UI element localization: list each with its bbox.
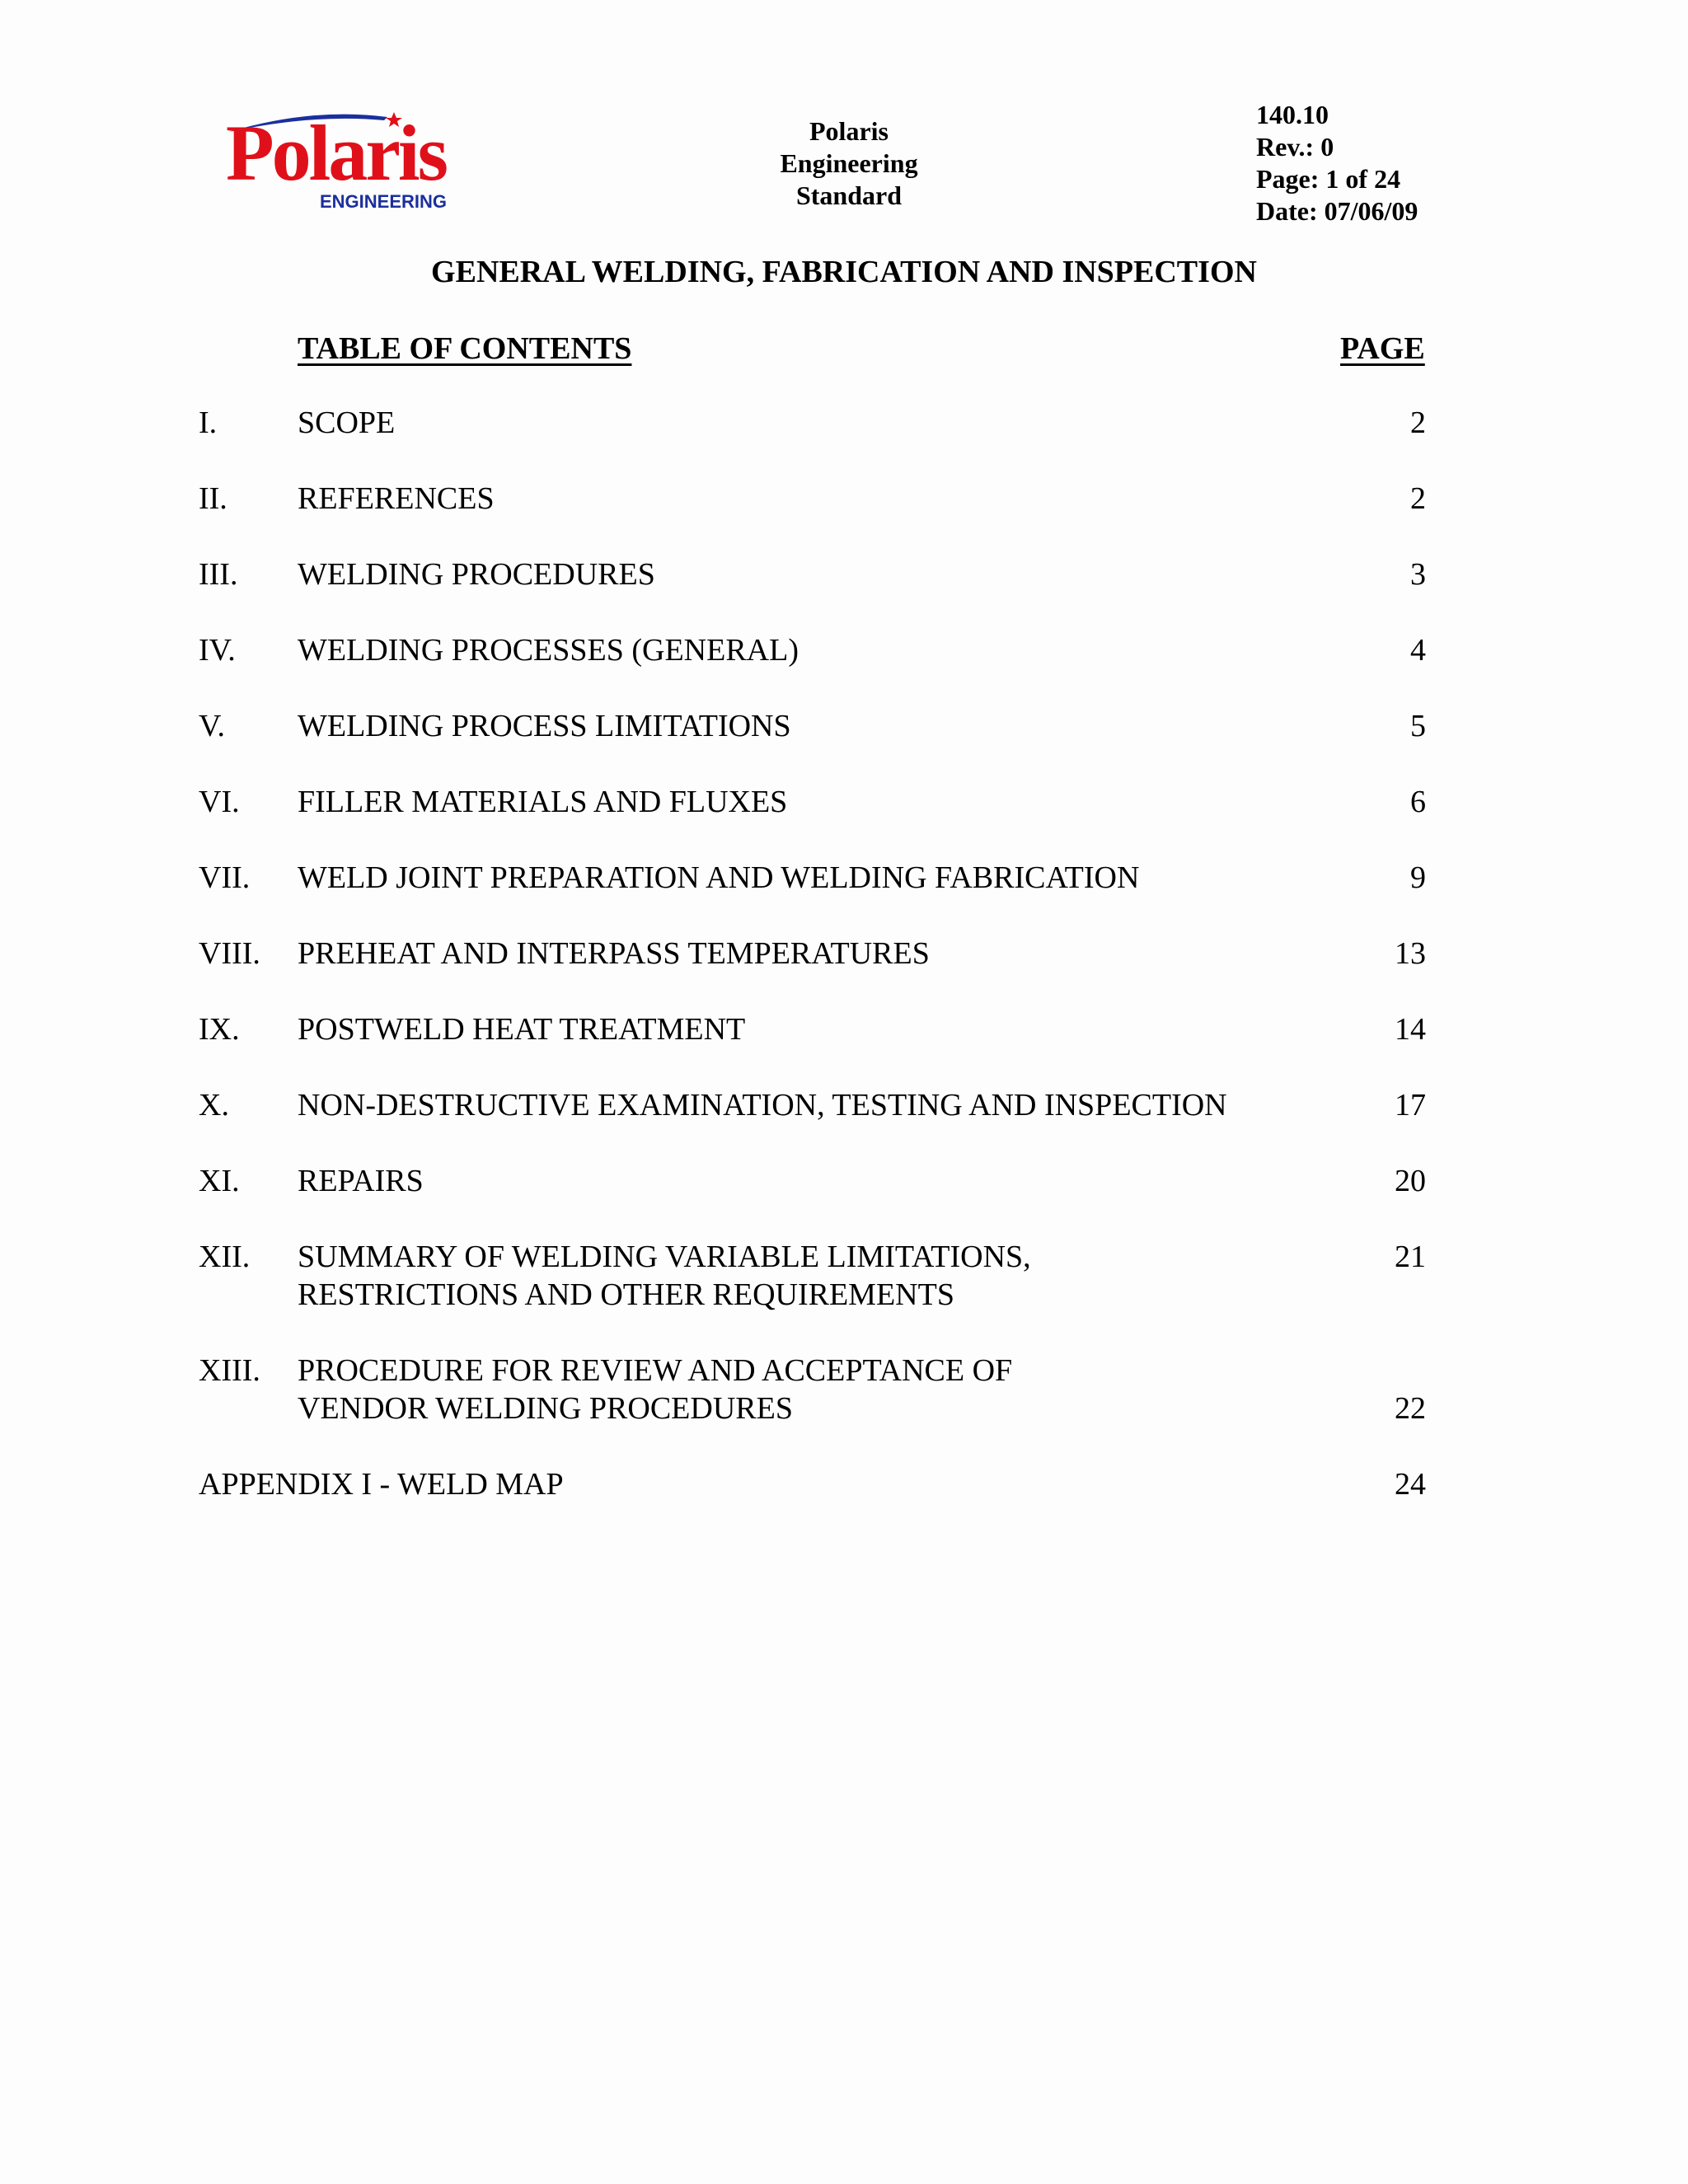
header-center-line-1: Polaris [809, 116, 889, 146]
toc-entry-number: IV. [199, 633, 236, 668]
toc-entry-title: SCOPE [298, 405, 396, 440]
doc-revision: Rev.: 0 [1256, 132, 1334, 162]
toc-entry-number: I. [199, 405, 218, 440]
toc-entry-number: II. [199, 481, 227, 516]
toc-entry-title: REFERENCES [298, 481, 495, 516]
toc-entry-page: 6 [1410, 785, 1426, 819]
toc-entry-page: 3 [1410, 557, 1426, 592]
toc-heading: TABLE OF CONTENTS [298, 331, 632, 366]
doc-number: 140.10 [1256, 100, 1329, 129]
toc-entry-number: XI. [199, 1164, 240, 1198]
toc-entry-page: 21 [1395, 1240, 1426, 1274]
toc-entry-page: 9 [1410, 860, 1426, 895]
toc-entry-title: WELDING PROCESSES (GENERAL) [298, 633, 799, 668]
toc-entry-title: REPAIRS [298, 1164, 424, 1198]
toc-entry-title: WELDING PROCESS LIMITATIONS [298, 709, 791, 743]
toc-entry-page: 13 [1395, 936, 1426, 971]
toc-entry-title: FILLER MATERIALS AND FLUXES [298, 785, 788, 819]
header-center-line-2: Engineering [780, 148, 918, 178]
polaris-logo [223, 109, 448, 220]
toc-entry-page: 17 [1395, 1088, 1426, 1122]
toc-entry-number: VIII. [199, 936, 260, 971]
toc-entry-page: 2 [1410, 481, 1426, 516]
toc-entry-number: XIII. [199, 1353, 260, 1388]
header-standard-label [725, 115, 973, 212]
toc-appendix-page: 24 [1395, 1467, 1426, 1502]
doc-page-count: Page: 1 of 24 [1256, 164, 1401, 194]
header-document-info [1256, 99, 1418, 227]
toc-entry-page: 4 [1410, 633, 1426, 668]
toc-entry-title: WELD JOINT PREPARATION AND WELDING FABRICATION [298, 860, 1140, 895]
toc-entry-page: 2 [1410, 405, 1426, 440]
toc-entry-number: III. [199, 557, 238, 592]
toc-appendix-title: APPENDIX I - WELD MAP [199, 1467, 564, 1502]
toc-entry-title: PREHEAT AND INTERPASS TEMPERATURES [298, 936, 930, 971]
toc-entry-number: XII. [199, 1240, 251, 1274]
toc-entry-title: PROCEDURE FOR REVIEW AND ACCEPTANCE OF VENDOR WELDING PROCEDURES [298, 1353, 1013, 1426]
toc-entry-page: 5 [1410, 709, 1426, 743]
logo-wordmark: Polaris [226, 109, 446, 197]
toc-entry-title: SUMMARY OF WELDING VARIABLE LIMITATIONS, RESTRICTIONS AND OTHER REQUIREMENTS [298, 1240, 1031, 1312]
toc-entry-page: 14 [1395, 1012, 1426, 1047]
toc-entry-title: POSTWELD HEAT TREATMENT [298, 1012, 746, 1047]
toc-entry-number: IX. [199, 1012, 240, 1047]
toc-entry-title: WELDING PROCEDURES [298, 557, 655, 592]
toc-entry-page: 22 [1395, 1391, 1426, 1426]
toc-entry-number: VI. [199, 785, 240, 819]
toc-entry-page: 20 [1395, 1164, 1426, 1198]
toc-entry-number: VII. [199, 860, 251, 895]
toc-entry-number: V. [199, 709, 226, 743]
header-center-line-3: Standard [795, 180, 903, 210]
logo-subtitle: ENGINEERING [320, 191, 448, 212]
toc-entry-title: NON-DESTRUCTIVE EXAMINATION, TESTING AND INSPECTION [298, 1088, 1227, 1122]
document-title: GENERAL WELDING, FABRICATION AND INSPECTION [431, 255, 1257, 289]
doc-date: Date: 07/06/09 [1256, 196, 1418, 226]
toc-entry-number: X. [199, 1088, 229, 1122]
toc-page-heading: PAGE [1340, 331, 1425, 366]
